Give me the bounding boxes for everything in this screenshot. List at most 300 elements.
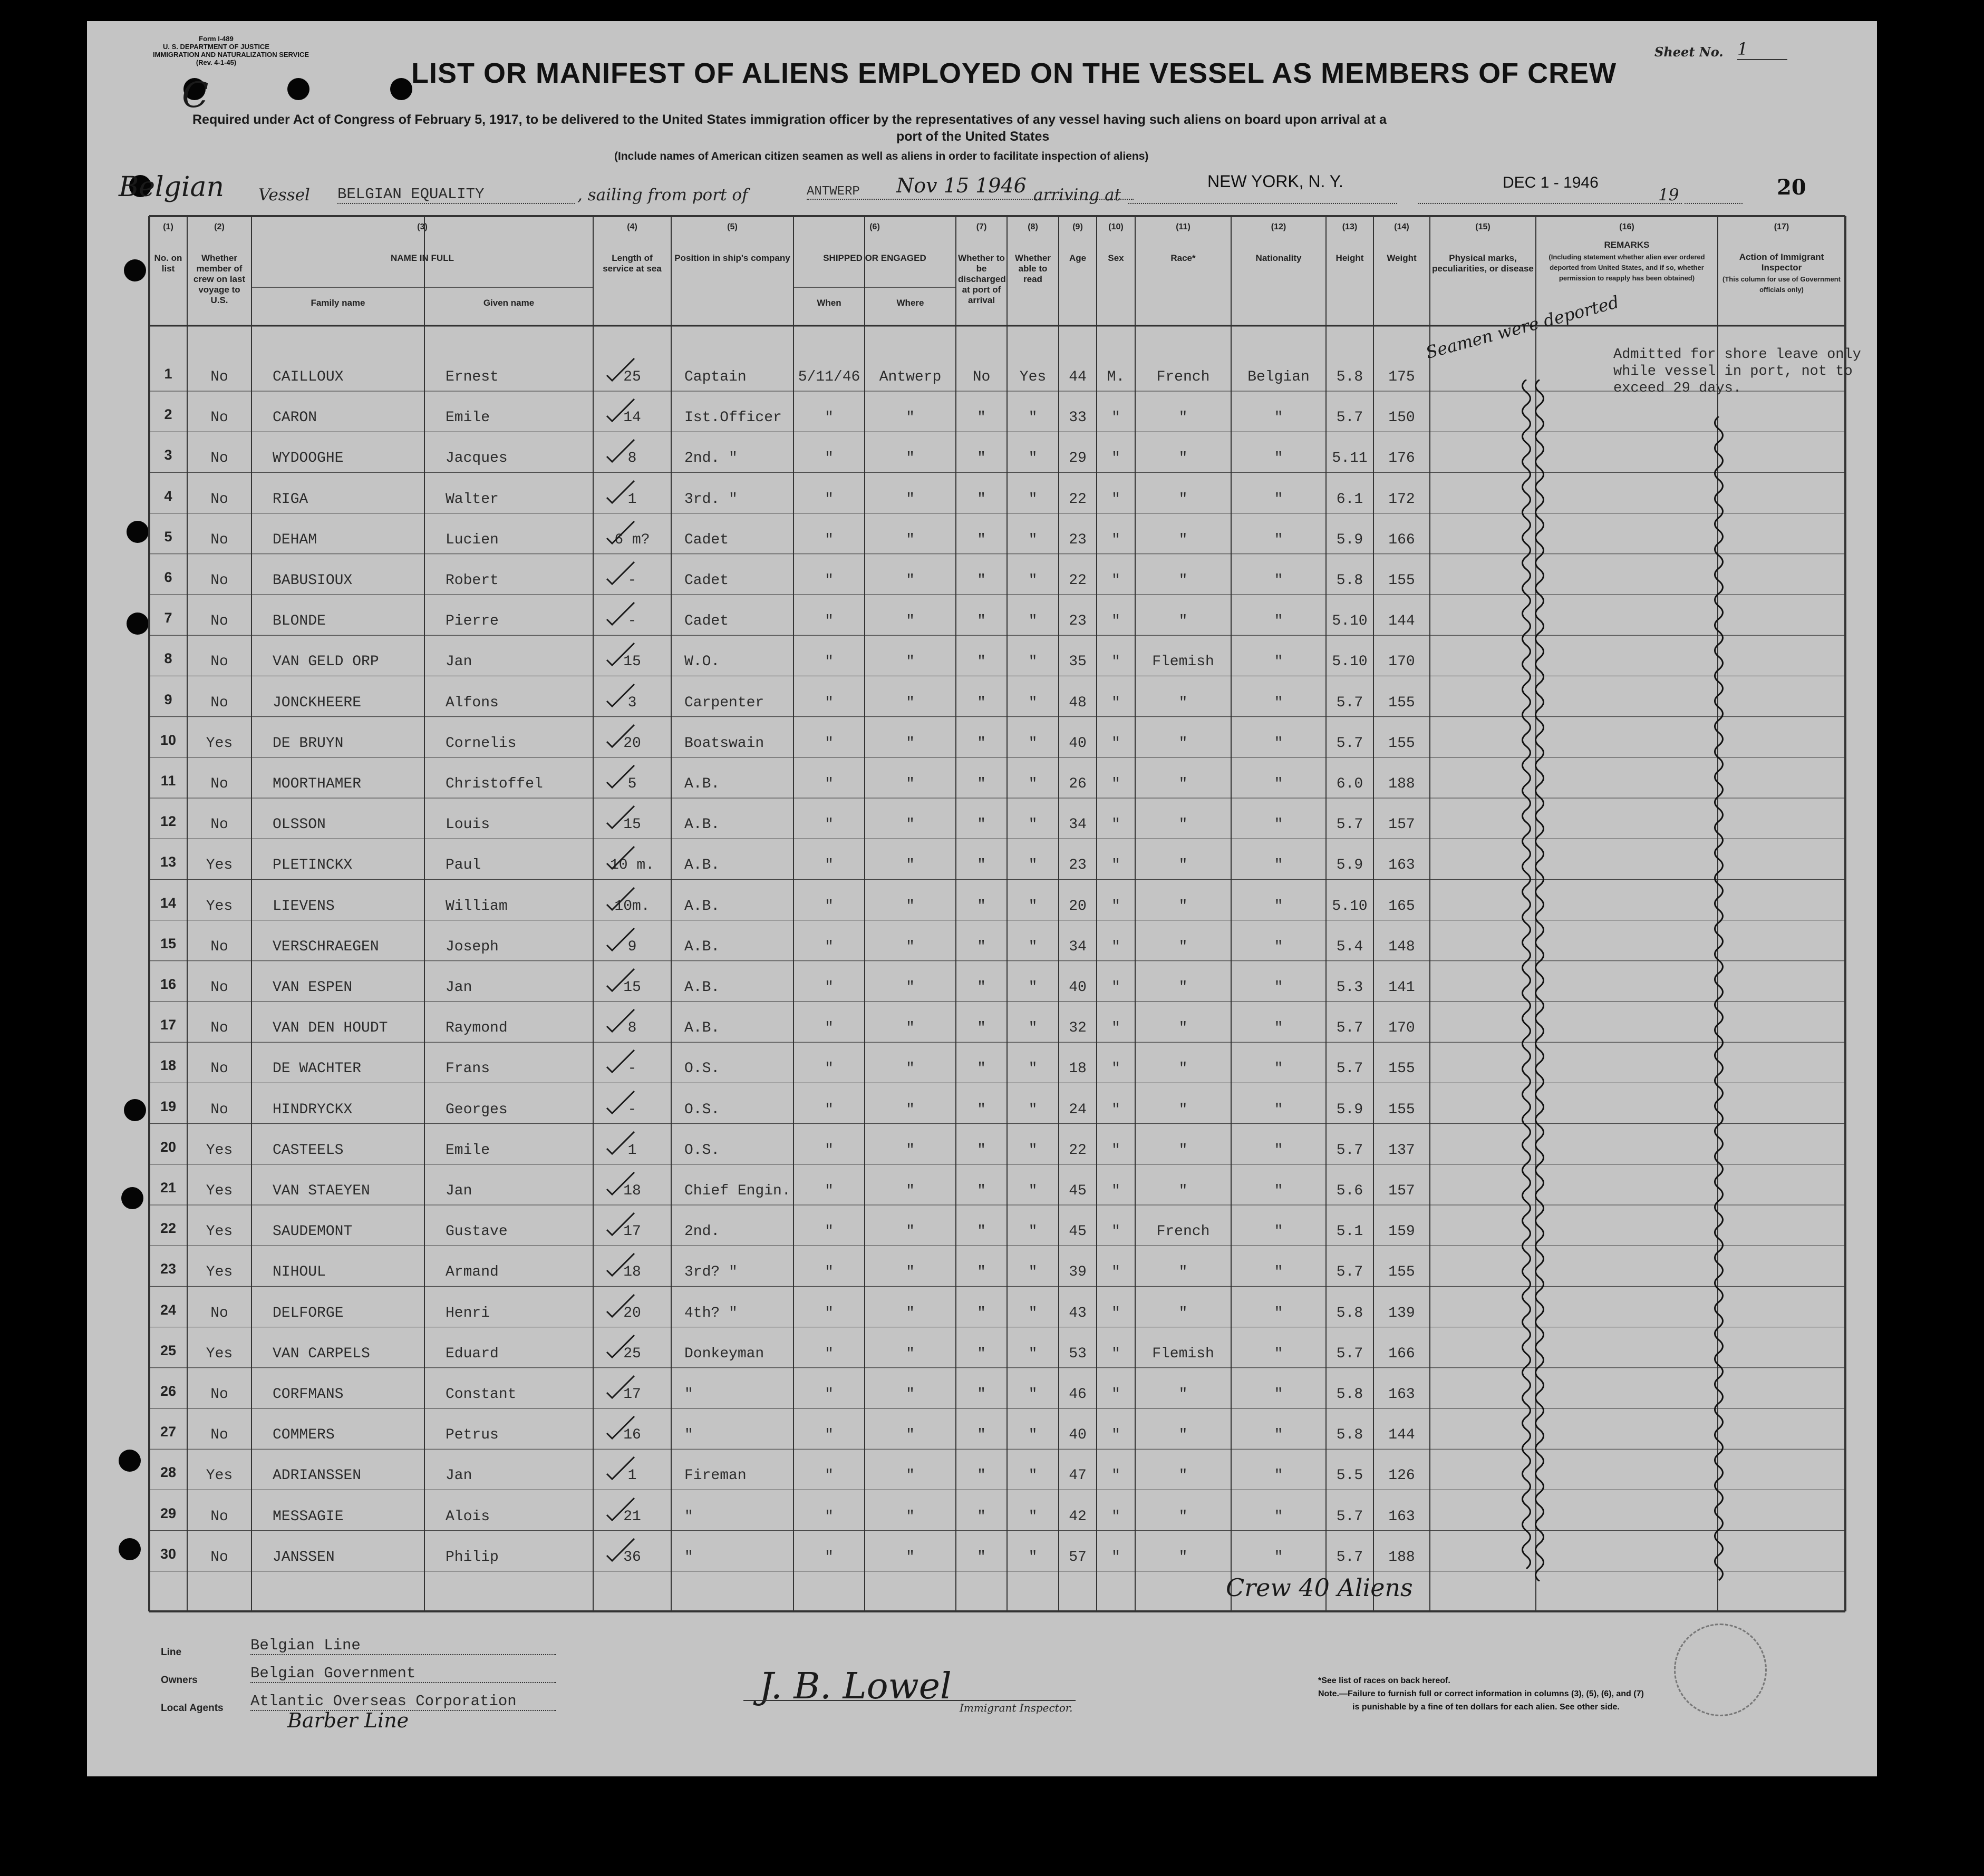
cell-family: BABUSIOUX bbox=[273, 572, 353, 589]
cell-weight: 155 bbox=[1388, 1101, 1415, 1118]
cell-height: 6.1 bbox=[1336, 491, 1363, 508]
cell-service: 21 bbox=[623, 1508, 641, 1525]
cell-sex: " bbox=[1111, 694, 1120, 711]
cell-when: " bbox=[825, 613, 834, 630]
cell-age: 47 bbox=[1069, 1467, 1087, 1484]
cell-read: " bbox=[1028, 491, 1038, 508]
cell-position: Carpenter bbox=[684, 694, 764, 711]
cell-prev: No bbox=[210, 654, 228, 670]
cell-service: 20 bbox=[623, 1305, 641, 1321]
cell-height: 5.7 bbox=[1336, 1549, 1363, 1566]
check-mark-icon bbox=[605, 720, 636, 751]
cell-family: BLONDE bbox=[273, 613, 326, 630]
cell-height: 5.7 bbox=[1336, 817, 1363, 833]
cell-when: " bbox=[825, 1183, 834, 1199]
cell-race: " bbox=[1178, 450, 1188, 467]
cell-where: " bbox=[906, 1183, 915, 1199]
cell-height: 5.7 bbox=[1336, 735, 1363, 752]
cell-where: " bbox=[906, 410, 915, 426]
cell-weight: 166 bbox=[1388, 1345, 1415, 1362]
cell-position: A.B. bbox=[684, 938, 720, 955]
cell-sex: " bbox=[1111, 531, 1120, 548]
cell-sex: " bbox=[1111, 1142, 1120, 1159]
cell-weight: 165 bbox=[1388, 898, 1415, 915]
cell-service: 18 bbox=[623, 1264, 641, 1281]
cell-race: " bbox=[1178, 938, 1188, 955]
row-number: 30 bbox=[160, 1545, 177, 1562]
cell-height: 5.9 bbox=[1336, 1101, 1363, 1118]
cell-given: Jan bbox=[446, 654, 472, 670]
cell-when: " bbox=[825, 694, 834, 711]
cell-weight: 159 bbox=[1388, 1223, 1415, 1240]
cell-prev: No bbox=[210, 1305, 228, 1321]
cell-race: " bbox=[1178, 1549, 1188, 1566]
cell-where: " bbox=[906, 817, 915, 833]
column-number: (11) bbox=[1176, 222, 1191, 231]
cell-family: LIEVENS bbox=[273, 898, 335, 915]
cell-given: Eduard bbox=[446, 1345, 499, 1362]
cell-read: " bbox=[1028, 450, 1038, 467]
cell-where: " bbox=[906, 491, 915, 508]
cell-given: Christoffel bbox=[446, 776, 543, 792]
cell-where: " bbox=[906, 694, 915, 711]
cell-sex: " bbox=[1111, 1183, 1120, 1199]
cell-race: " bbox=[1178, 1101, 1188, 1118]
cell-family: VAN CARPELS bbox=[273, 1345, 370, 1362]
row-number: 15 bbox=[160, 935, 177, 951]
cell-family: MESSAGIE bbox=[273, 1508, 344, 1525]
cell-age: 45 bbox=[1069, 1223, 1087, 1240]
cell-weight: 139 bbox=[1388, 1305, 1415, 1321]
cell-service: - bbox=[627, 1101, 637, 1118]
check-mark-icon bbox=[605, 638, 636, 669]
cell-position: O.S. bbox=[684, 1061, 720, 1077]
cell-nationality: " bbox=[1274, 1305, 1283, 1321]
cell-when: " bbox=[825, 1467, 834, 1484]
row-number: 13 bbox=[160, 854, 177, 870]
cell-prev: Yes bbox=[206, 1183, 233, 1199]
row-number: 1 bbox=[164, 366, 172, 382]
cell-family: DE BRUYN bbox=[273, 735, 344, 752]
cell-where: " bbox=[906, 857, 915, 874]
cell-when: 5/11/46 bbox=[798, 369, 860, 385]
cell-position: 2nd. " bbox=[684, 450, 738, 467]
cell-given: Ernest bbox=[446, 369, 499, 385]
action-wavy-line bbox=[1706, 416, 1732, 1581]
cell-when: " bbox=[825, 735, 834, 752]
cell-position: " bbox=[684, 1386, 693, 1403]
vessel-name: BELGIAN EQUALITY bbox=[337, 186, 575, 204]
cell-family: VAN STAEYEN bbox=[273, 1183, 370, 1199]
cell-nationality: " bbox=[1274, 1264, 1283, 1281]
cell-height: 5.8 bbox=[1336, 1386, 1363, 1403]
cell-read: " bbox=[1028, 1101, 1038, 1118]
cell-race: " bbox=[1178, 1508, 1188, 1525]
owners-value: Belgian Government bbox=[250, 1665, 556, 1683]
cell-service: 1 bbox=[627, 491, 637, 508]
cell-height: 6.0 bbox=[1336, 776, 1363, 792]
row-number: 28 bbox=[160, 1464, 177, 1481]
row-number: 20 bbox=[160, 1139, 177, 1155]
cell-height: 5.10 bbox=[1332, 613, 1368, 630]
cell-read: " bbox=[1028, 531, 1038, 548]
arrival-date: DEC 1 - 1946 bbox=[1503, 174, 1599, 191]
cell-read: " bbox=[1028, 1223, 1038, 1240]
inspector-line bbox=[743, 1700, 1076, 1701]
remarks-line1: Admitted for shore leave only bbox=[1613, 347, 1861, 363]
cell-sex: " bbox=[1111, 1386, 1120, 1403]
cell-discharged: " bbox=[977, 1386, 986, 1403]
cell-service: 1 bbox=[627, 1467, 637, 1484]
column-header: Sex bbox=[1108, 253, 1124, 263]
cell-nationality: " bbox=[1274, 857, 1283, 874]
cell-discharged: " bbox=[977, 735, 986, 752]
cell-weight: 155 bbox=[1388, 572, 1415, 589]
cell-where: " bbox=[906, 1020, 915, 1037]
cell-family: CORFMANS bbox=[273, 1386, 344, 1403]
row-number: 7 bbox=[164, 610, 172, 626]
cell-weight: 188 bbox=[1388, 776, 1415, 792]
cell-weight: 157 bbox=[1388, 817, 1415, 833]
cell-age: 40 bbox=[1069, 1427, 1087, 1444]
cell-age: 35 bbox=[1069, 654, 1087, 670]
cell-when: " bbox=[825, 1305, 834, 1321]
cell-given: Jan bbox=[446, 979, 472, 996]
cell-nationality: " bbox=[1274, 1142, 1283, 1159]
cell-race: Flemish bbox=[1152, 1345, 1214, 1362]
cell-when: " bbox=[825, 1345, 834, 1362]
cell-race: " bbox=[1178, 979, 1188, 996]
cell-height: 5.5 bbox=[1336, 1467, 1363, 1484]
cell-family: HINDRYCKX bbox=[273, 1101, 353, 1118]
cell-nationality: " bbox=[1274, 1508, 1283, 1525]
cell-read: " bbox=[1028, 979, 1038, 996]
cell-weight: 148 bbox=[1388, 938, 1415, 955]
cell-weight: 166 bbox=[1388, 531, 1415, 548]
cell-where: " bbox=[906, 1101, 915, 1118]
cell-sex: " bbox=[1111, 1467, 1120, 1484]
cell-age: 33 bbox=[1069, 410, 1087, 426]
penalty-note-1: Note.—Failure to furnish full or correct information in columns (3), (5), (6), and (7) bbox=[1318, 1689, 1644, 1698]
cell-age: 23 bbox=[1069, 857, 1087, 874]
remarks-line3: exceed 29 days. bbox=[1613, 381, 1742, 396]
cell-given: Raymond bbox=[446, 1020, 508, 1037]
cell-position: Fireman bbox=[684, 1467, 747, 1484]
cell-height: 5.11 bbox=[1332, 450, 1368, 467]
cell-read: " bbox=[1028, 1427, 1038, 1444]
cell-race: " bbox=[1178, 1386, 1188, 1403]
page-title: LIST OR MANIFEST OF ALIENS EMPLOYED ON THE VESSEL AS MEMBERS OF CREW bbox=[411, 57, 1617, 89]
mark-c: C bbox=[182, 75, 209, 115]
cell-where: " bbox=[906, 898, 915, 915]
check-mark-icon bbox=[605, 923, 636, 955]
cell-service: - bbox=[627, 572, 637, 589]
cell-where: " bbox=[906, 1345, 915, 1362]
cell-when: " bbox=[825, 1223, 834, 1240]
cell-height: 5.8 bbox=[1336, 369, 1363, 385]
arriving-label: arriving at bbox=[1033, 186, 1121, 205]
row-number: 24 bbox=[160, 1301, 177, 1318]
cell-discharged: " bbox=[977, 654, 986, 670]
cell-read: " bbox=[1028, 1020, 1038, 1037]
cell-sex: M. bbox=[1107, 369, 1125, 385]
column-header: Whether to be discharged at port of arrival bbox=[958, 253, 1006, 305]
cell-race: " bbox=[1178, 1061, 1188, 1077]
cell-position: O.S. bbox=[684, 1142, 720, 1159]
cell-family: CASTEELS bbox=[273, 1142, 344, 1159]
cell-position: Captain bbox=[684, 369, 747, 385]
cell-family: JONCKHEERE bbox=[273, 694, 362, 711]
cell-nationality: " bbox=[1274, 817, 1283, 833]
cell-prev: Yes bbox=[206, 1223, 233, 1240]
cell-given: Walter bbox=[446, 491, 499, 508]
row-number: 18 bbox=[160, 1057, 177, 1074]
check-mark-icon bbox=[605, 1330, 636, 1362]
cell-race: French bbox=[1156, 1223, 1210, 1240]
cell-height: 5.7 bbox=[1336, 410, 1363, 426]
cell-height: 5.9 bbox=[1336, 531, 1363, 548]
cell-service: 6 m? bbox=[614, 531, 650, 548]
cell-read: " bbox=[1028, 1508, 1038, 1525]
cell-height: 5.3 bbox=[1336, 979, 1363, 996]
cell-read: " bbox=[1028, 938, 1038, 955]
cell-nationality: Belgian bbox=[1247, 369, 1310, 385]
column-number: (17) bbox=[1774, 222, 1789, 231]
subtitle-line2: port of the United States bbox=[896, 129, 1050, 144]
cell-age: 29 bbox=[1069, 450, 1087, 467]
cell-read: " bbox=[1028, 572, 1038, 589]
cell-discharged: " bbox=[977, 1549, 986, 1566]
cell-where: " bbox=[906, 1142, 915, 1159]
cell-nationality: " bbox=[1274, 1549, 1283, 1566]
cell-sex: " bbox=[1111, 491, 1120, 508]
cell-discharged: " bbox=[977, 1142, 986, 1159]
cell-when: " bbox=[825, 979, 834, 996]
cell-prev: Yes bbox=[206, 1467, 233, 1484]
column-header: Position in ship's company bbox=[674, 253, 790, 263]
cell-age: 40 bbox=[1069, 735, 1087, 752]
cell-sex: " bbox=[1111, 1508, 1120, 1525]
page-number: 20 bbox=[1777, 175, 1806, 200]
cell-position: A.B. bbox=[684, 817, 720, 833]
cell-discharged: " bbox=[977, 817, 986, 833]
cell-race: " bbox=[1178, 735, 1188, 752]
form-service: IMMIGRATION AND NATURALIZATION SERVICE bbox=[153, 51, 309, 59]
column-number: (13) bbox=[1342, 222, 1358, 231]
cell-when: " bbox=[825, 531, 834, 548]
cell-height: 5.10 bbox=[1332, 654, 1368, 670]
cell-given: Pierre bbox=[446, 613, 499, 630]
cell-discharged: " bbox=[977, 1183, 986, 1199]
column-number: (2) bbox=[214, 222, 225, 231]
cell-weight: 157 bbox=[1388, 1183, 1415, 1199]
cell-prev: No bbox=[210, 410, 228, 426]
check-mark-icon bbox=[605, 1004, 636, 1036]
cell-weight: 150 bbox=[1388, 410, 1415, 426]
column-header: Height bbox=[1335, 253, 1364, 263]
check-mark-icon bbox=[605, 475, 636, 507]
check-mark-icon bbox=[605, 1126, 636, 1158]
check-mark-icon bbox=[605, 516, 636, 548]
cell-family: CARON bbox=[273, 410, 317, 426]
cell-when: " bbox=[825, 491, 834, 508]
check-mark-icon bbox=[605, 1370, 636, 1402]
cell-service: 15 bbox=[623, 654, 641, 670]
row-number: 6 bbox=[164, 569, 172, 585]
check-mark-icon bbox=[605, 1167, 636, 1199]
cell-nationality: " bbox=[1274, 410, 1283, 426]
cell-read: " bbox=[1028, 1549, 1038, 1566]
cell-service: 3 bbox=[627, 694, 637, 711]
cell-nationality: " bbox=[1274, 776, 1283, 792]
cell-nationality: " bbox=[1274, 613, 1283, 630]
cell-nationality: " bbox=[1274, 1386, 1283, 1403]
cell-age: 48 bbox=[1069, 694, 1087, 711]
cell-prev: No bbox=[210, 1427, 228, 1444]
owners-label: Owners bbox=[161, 1675, 198, 1686]
cell-sex: " bbox=[1111, 857, 1120, 874]
cell-where: " bbox=[906, 572, 915, 589]
cell-prev: No bbox=[210, 613, 228, 630]
check-mark-icon bbox=[605, 353, 636, 385]
vessel-flag-hw: Belgian bbox=[119, 171, 225, 203]
cell-weight: 163 bbox=[1388, 1386, 1415, 1403]
cell-race: " bbox=[1178, 1427, 1188, 1444]
sailing-port: ANTWERP bbox=[807, 184, 1134, 200]
cell-service: 25 bbox=[623, 369, 641, 385]
check-mark-icon bbox=[605, 1086, 636, 1117]
cell-race: " bbox=[1178, 1020, 1188, 1037]
cell-read: " bbox=[1028, 1305, 1038, 1321]
cell-weight: 155 bbox=[1388, 735, 1415, 752]
cell-prev: No bbox=[210, 1508, 228, 1525]
cell-discharged: " bbox=[977, 1223, 986, 1240]
cell-given: Robert bbox=[446, 572, 499, 589]
cell-when: " bbox=[825, 1386, 834, 1403]
cell-height: 5.7 bbox=[1336, 694, 1363, 711]
cell-nationality: " bbox=[1274, 1061, 1283, 1077]
cell-prev: No bbox=[210, 979, 228, 996]
cell-discharged: " bbox=[977, 1508, 986, 1525]
cell-position: Boatswain bbox=[684, 735, 764, 752]
cell-nationality: " bbox=[1274, 1020, 1283, 1037]
cell-prev: No bbox=[210, 817, 228, 833]
row-number: 16 bbox=[160, 976, 177, 992]
cell-discharged: " bbox=[977, 776, 986, 792]
cell-prev: Yes bbox=[206, 1142, 233, 1159]
cell-given: Emile bbox=[446, 410, 490, 426]
cell-when: " bbox=[825, 1508, 834, 1525]
remarks-wavy-line bbox=[1526, 380, 1553, 1581]
cell-where: " bbox=[906, 1264, 915, 1281]
cell-given: Philip bbox=[446, 1549, 499, 1566]
cell-discharged: " bbox=[977, 979, 986, 996]
cell-weight: 126 bbox=[1388, 1467, 1415, 1484]
cell-where: " bbox=[906, 1223, 915, 1240]
cell-position: A.B. bbox=[684, 898, 720, 915]
cell-age: 39 bbox=[1069, 1264, 1087, 1281]
cell-race: " bbox=[1178, 1305, 1188, 1321]
column-note: (This column for use of Government officials only) bbox=[1722, 275, 1841, 294]
sheet-label: Sheet No. bbox=[1654, 44, 1724, 60]
cell-service: 5 bbox=[627, 776, 637, 792]
cell-given: Alfons bbox=[446, 694, 499, 711]
cell-prev: No bbox=[210, 369, 228, 385]
cell-height: 5.8 bbox=[1336, 1427, 1363, 1444]
form-number: Form I-489 bbox=[199, 35, 234, 43]
cell-sex: " bbox=[1111, 1223, 1120, 1240]
cell-nationality: " bbox=[1274, 1467, 1283, 1484]
cell-position: A.B. bbox=[684, 979, 720, 996]
cell-sex: " bbox=[1111, 979, 1120, 996]
cell-service: 14 bbox=[623, 410, 641, 426]
cell-sex: " bbox=[1111, 1427, 1120, 1444]
inspector-label: Immigrant Inspector. bbox=[960, 1702, 1073, 1714]
cell-height: 5.9 bbox=[1336, 857, 1363, 874]
cell-sex: " bbox=[1111, 1061, 1120, 1077]
cell-prev: No bbox=[210, 776, 228, 792]
cell-race: " bbox=[1178, 1467, 1188, 1484]
cell-family: DE WACHTER bbox=[273, 1061, 362, 1077]
cell-age: 32 bbox=[1069, 1020, 1087, 1037]
cell-family: WYDOOGHE bbox=[273, 450, 344, 467]
cell-nationality: " bbox=[1274, 654, 1283, 670]
cell-race: " bbox=[1178, 1183, 1188, 1199]
cell-weight: 155 bbox=[1388, 694, 1415, 711]
column-header: Physical marks, peculiarities, or disease bbox=[1432, 253, 1534, 274]
cell-height: 5.7 bbox=[1336, 1508, 1363, 1525]
cell-where: " bbox=[906, 1386, 915, 1403]
check-mark-icon bbox=[605, 557, 636, 588]
cell-family: VAN GELD ORP bbox=[273, 654, 379, 670]
cell-sex: " bbox=[1111, 613, 1120, 630]
cell-weight: 175 bbox=[1388, 369, 1415, 385]
column-header: REMARKS bbox=[1604, 240, 1650, 250]
column-number: (10) bbox=[1108, 222, 1124, 231]
cell-prev: No bbox=[210, 1101, 228, 1118]
cell-position: 4th? " bbox=[684, 1305, 738, 1321]
column-header: Race* bbox=[1170, 253, 1196, 263]
cell-when: " bbox=[825, 654, 834, 670]
cell-read: " bbox=[1028, 1345, 1038, 1362]
cell-age: 46 bbox=[1069, 1386, 1087, 1403]
cell-when: " bbox=[825, 1101, 834, 1118]
cell-race: " bbox=[1178, 857, 1188, 874]
column-header: Weight bbox=[1387, 253, 1417, 263]
cell-sex: " bbox=[1111, 410, 1120, 426]
cell-when: " bbox=[825, 1264, 834, 1281]
cell-race: " bbox=[1178, 694, 1188, 711]
column-number: (5) bbox=[727, 222, 738, 231]
cell-given: Paul bbox=[446, 857, 481, 874]
cell-when: " bbox=[825, 1061, 834, 1077]
cell-given: Frans bbox=[446, 1061, 490, 1077]
cell-sex: " bbox=[1111, 450, 1120, 467]
cell-when: " bbox=[825, 1427, 834, 1444]
cell-when: " bbox=[825, 572, 834, 589]
check-mark-icon bbox=[605, 1045, 636, 1076]
cell-discharged: " bbox=[977, 1467, 986, 1484]
cell-where: " bbox=[906, 735, 915, 752]
cell-discharged: " bbox=[977, 898, 986, 915]
column-header: Nationality bbox=[1255, 253, 1302, 263]
cell-where: " bbox=[906, 938, 915, 955]
cell-discharged: " bbox=[977, 938, 986, 955]
arrival-port: NEW YORK, N. Y. bbox=[1207, 172, 1343, 191]
cell-age: 45 bbox=[1069, 1183, 1087, 1199]
cell-given: Alois bbox=[446, 1508, 490, 1525]
cell-where: " bbox=[906, 1508, 915, 1525]
